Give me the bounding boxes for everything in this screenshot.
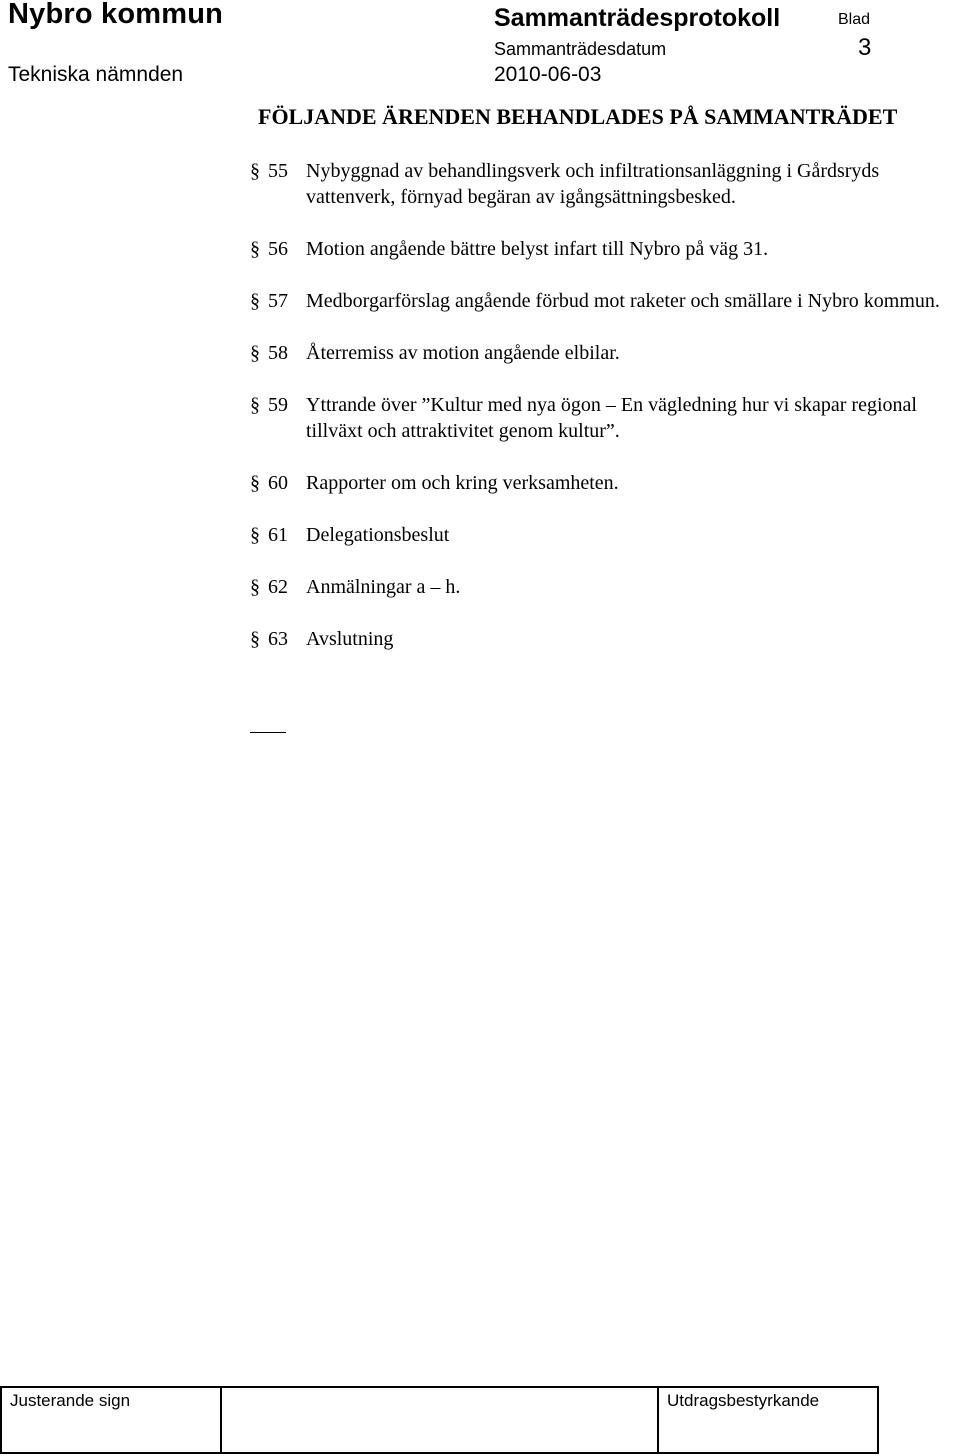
agenda-item [250,626,956,652]
section-sign: § [250,342,260,364]
item-text: Delegationsbeslut [306,524,450,546]
item-number: 55 [268,160,288,182]
page-label: Blad [838,11,871,28]
utdrag-label: Utdragsbestyrkande [667,1391,820,1410]
document-type: Sammanträdesprotokoll [494,4,781,32]
signature-cell [222,1388,659,1452]
justerande-label: Justerande sign [10,1391,131,1410]
section-sign: § [250,238,260,260]
agenda-item [250,574,956,600]
agenda-item [250,392,956,444]
agenda-item [250,470,956,496]
department-name: Tekniska nämnden [8,63,184,86]
item-number: 60 [268,472,288,494]
item-number: 58 [268,342,288,364]
end-rule [250,732,286,733]
item-number: 63 [268,628,288,650]
section-sign: § [250,576,260,598]
item-text: Yttrande över ”Kultur med nya ögon – En vägledning hur vi skapar regional tillväxt och attraktivitet genom kultur”. [306,394,917,442]
meeting-date: 2010-06-03 [494,63,602,86]
section-sign: § [250,160,260,182]
item-number: 59 [268,394,288,416]
date-label: Sammanträdesdatum [494,39,667,59]
item-text: Nybyggnad av behandlingsverk och infiltrationsanläggning i Gårdsryds vattenverk, förnyad begäran av igångsättningsbesked. [306,160,880,208]
organization-name: Nybro kommun [8,0,224,30]
item-number: 62 [268,576,288,598]
agenda-item [250,522,956,548]
item-number: 57 [268,290,288,312]
signature-table [0,1386,879,1454]
utdrag-cell [659,1388,877,1452]
section-sign: § [250,628,260,650]
item-text: Avslutning [306,628,394,650]
item-text: Medborgarförslag angående förbud mot raketer och smällare i Nybro kommun. [306,290,940,312]
agenda-heading: FÖLJANDE ÄRENDEN BEHANDLADES PÅ SAMMANTRÄDET [258,104,898,129]
section-sign: § [250,394,260,416]
page-number: 3 [858,34,872,61]
item-number: 56 [268,238,288,260]
section-sign: § [250,472,260,494]
item-text: Rapporter om och kring verksamheten. [306,472,619,494]
agenda-list [250,158,956,678]
section-sign: § [250,290,260,312]
agenda-item [250,288,956,314]
section-sign: § [250,524,260,546]
item-number: 61 [268,524,288,546]
item-text: Motion angående bättre belyst infart till Nybro på väg 31. [306,238,769,260]
item-text: Anmälningar a – h. [306,576,461,598]
item-text: Återremiss av motion angående elbilar. [306,342,620,364]
agenda-item [250,158,956,210]
agenda-item [250,340,956,366]
justerande-cell [2,1388,222,1452]
agenda-item [250,236,956,262]
